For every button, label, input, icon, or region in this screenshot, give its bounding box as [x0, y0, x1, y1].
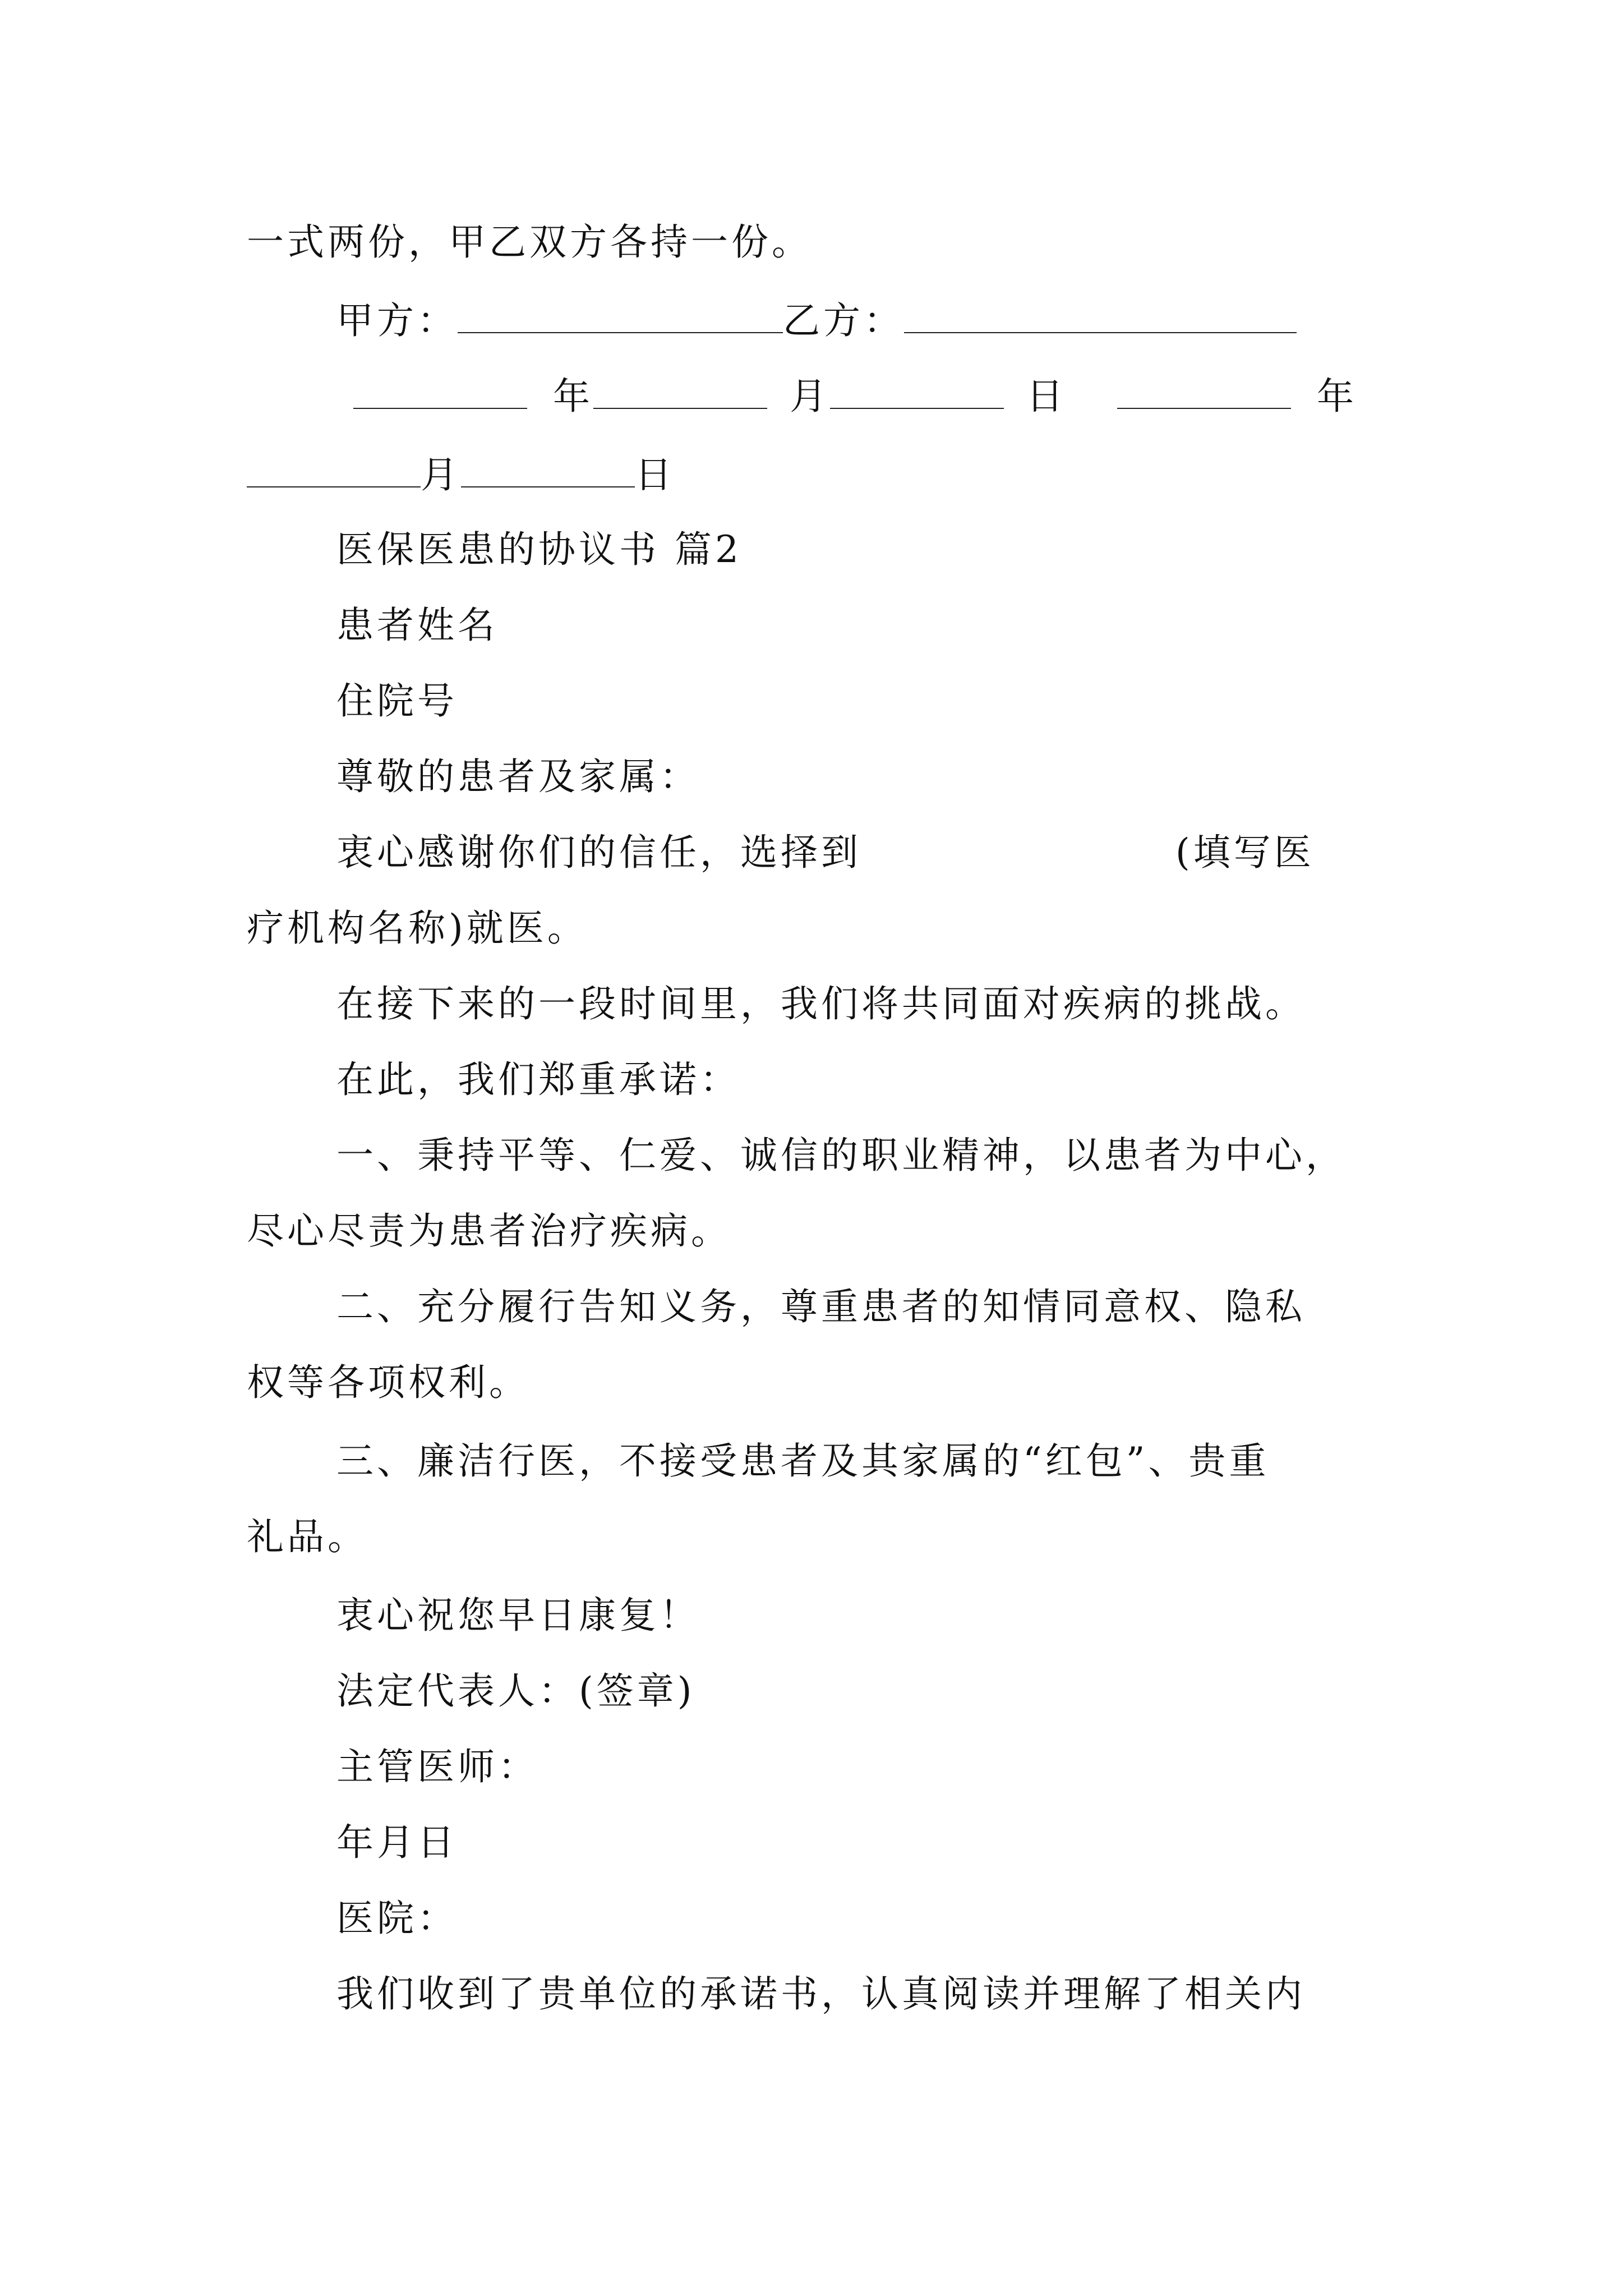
text-line: 法定代表人：(签章)	[336, 1669, 695, 1713]
text-line: 我们收到了贵单位的承诺书，认真阅读并理解了相关内	[336, 1972, 1306, 2016]
day-label: 日	[635, 453, 675, 496]
date-line-continued	[247, 452, 675, 498]
text-line: 主管医师：	[336, 1745, 538, 1788]
text-line	[336, 830, 1315, 875]
text-line: 礼品。	[247, 1515, 368, 1558]
patient-name-label: 患者姓名	[336, 604, 498, 647]
date-blank	[1117, 373, 1291, 409]
text-fragment: 衷心感谢你们的信任，选择到	[336, 831, 861, 874]
date-blank	[593, 373, 767, 409]
text-line: 尽心尽责为患者治疗疾病。	[247, 1209, 731, 1253]
text-line: 三、廉洁行医，不接受患者及其家属的“红包”、贵重	[336, 1439, 1270, 1483]
text-line: 医院：	[336, 1897, 458, 1940]
date-line	[353, 373, 1357, 419]
party-b-label: 乙方：	[783, 299, 904, 342]
date-blank	[461, 452, 635, 487]
section-heading: 医保医患的协议书 篇2	[336, 528, 742, 571]
text-line: 一式两份，甲乙双方各持一份。	[247, 220, 812, 264]
year-label: 年	[1317, 375, 1357, 418]
date-blank	[247, 452, 421, 487]
salutation: 尊敬的患者及家属：	[336, 755, 700, 798]
party-a-blank	[458, 297, 783, 333]
party-b-blank	[904, 297, 1297, 333]
year-label: 年	[553, 375, 593, 418]
party-a-label: 甲方：	[336, 299, 458, 342]
text-line: 权等各项权利。	[247, 1361, 529, 1404]
text-line: 二、充分履行告知义务，尊重患者的知情同意权、隐私	[336, 1285, 1306, 1328]
month-label: 月	[790, 375, 830, 418]
month-label: 月	[421, 453, 461, 496]
date-blank	[353, 373, 527, 409]
text-line: 一、秉持平等、仁爱、诚信的职业精神，以患者为中心，	[336, 1134, 1346, 1177]
day-label: 日	[1026, 375, 1067, 418]
admission-number-label: 住院号	[336, 679, 458, 723]
text-line: 在此，我们郑重承诺：	[336, 1058, 740, 1101]
text-fragment: (填写医	[1175, 831, 1315, 874]
text-line: 年月日	[336, 1821, 458, 1864]
text-line: 疗机构名称)就医。	[247, 907, 588, 950]
date-blank	[830, 373, 1004, 409]
text-line: 衷心祝您早日康复！	[336, 1594, 700, 1637]
signature-line	[336, 297, 1297, 343]
text-line: 在接下来的一段时间里，我们将共同面对疾病的挑战。	[336, 982, 1306, 1025]
